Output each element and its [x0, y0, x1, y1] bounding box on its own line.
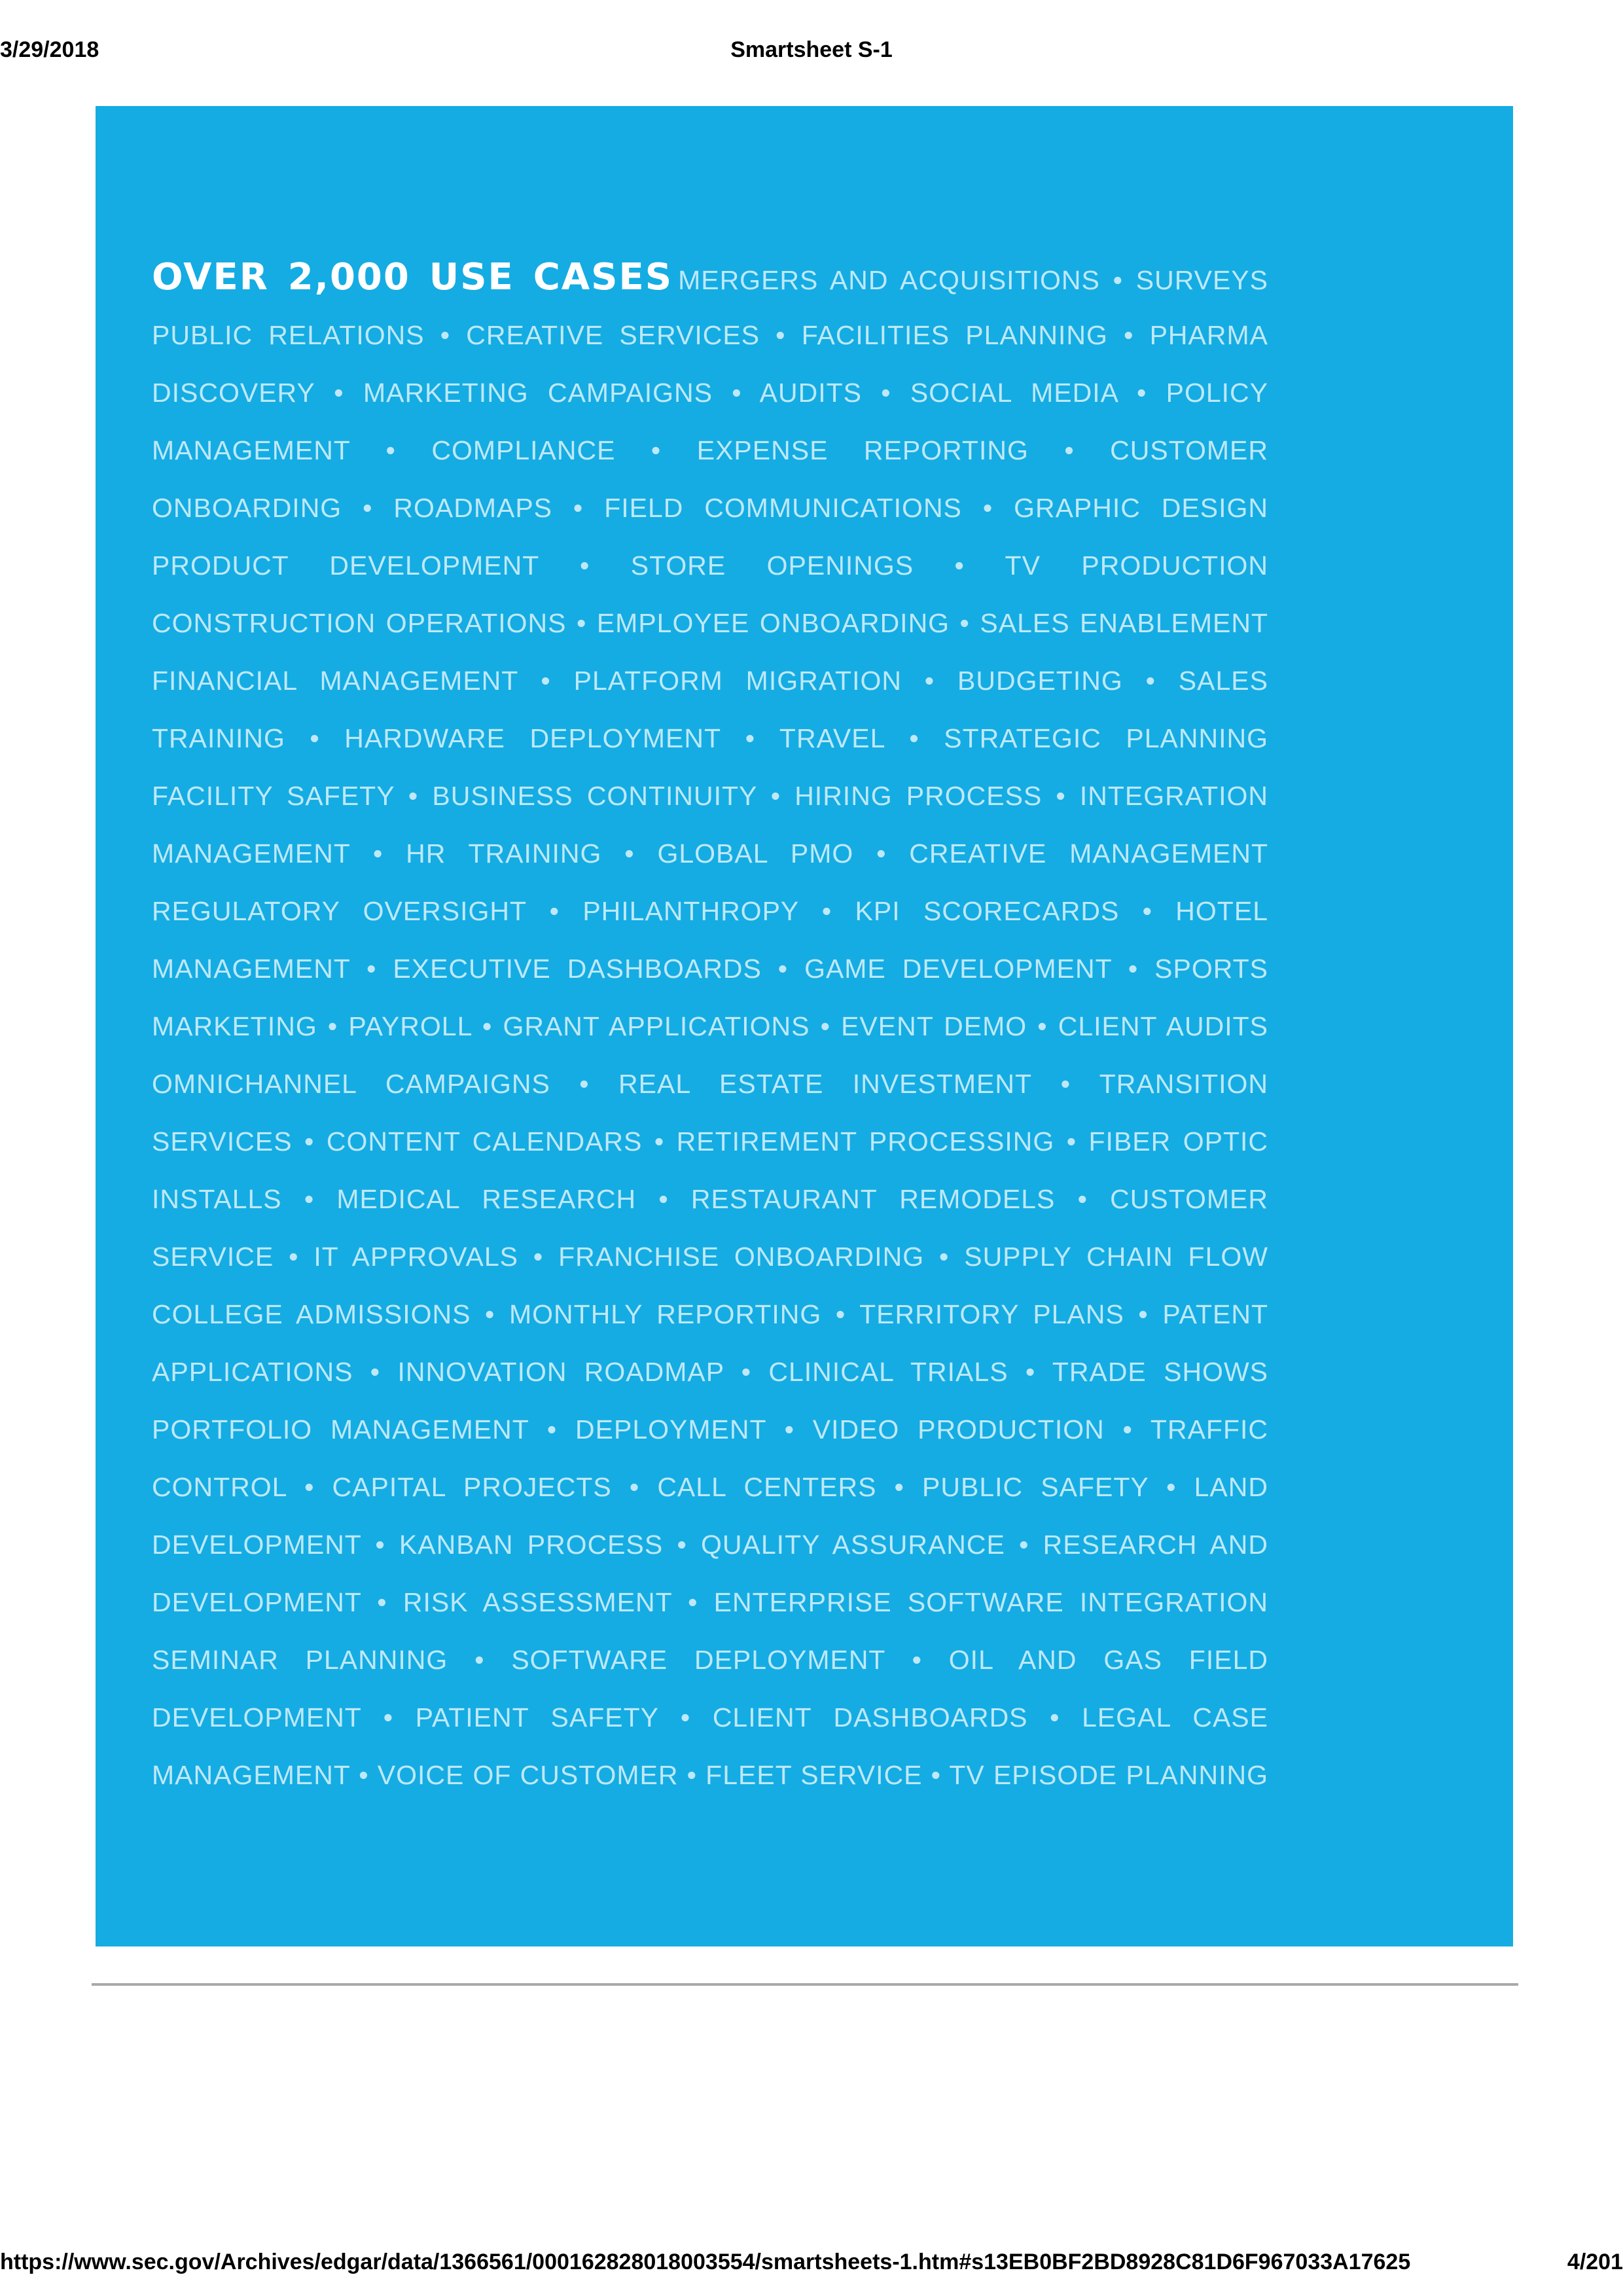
use-case-line: MANAGEMENT • COMPLIANCE • EXPENSE REPORTING • CUSTOMER — [152, 435, 1268, 465]
horizontal-divider — [92, 1983, 1518, 1986]
use-case-line: FACILITY SAFETY • BUSINESS CONTINUITY • HIRING PROCESS • INTEGRATION — [152, 781, 1268, 811]
use-case-line: ONBOARDING • ROADMAPS • FIELD COMMUNICATIONS • GRAPHIC DESIGN — [152, 493, 1268, 523]
page-number: 4/201 — [1567, 2250, 1623, 2274]
use-case-line: DEVELOPMENT • RISK ASSESSMENT • ENTERPRISE SOFTWARE INTEGRATION — [152, 1587, 1268, 1617]
footer-url-link[interactable]: https://www.sec.gov/Archives/edgar/data/1366561/000162828018003554/smartsheets-1.htm#s13EB0BF2BD8928C81D6F967033A17625 — [0, 2250, 1411, 2274]
use-case-line: TRAINING • HARDWARE DEPLOYMENT • TRAVEL • STRATEGIC PLANNING — [152, 723, 1268, 753]
use-case-line: PORTFOLIO MANAGEMENT • DEPLOYMENT • VIDEO PRODUCTION • TRAFFIC — [152, 1414, 1268, 1444]
use-case-line: INSTALLS • MEDICAL RESEARCH • RESTAURANT REMODELS • CUSTOMER — [152, 1184, 1268, 1214]
use-case-line: MARKETING • PAYROLL • GRANT APPLICATIONS • EVENT DEMO • CLIENT AUDITS — [152, 1011, 1268, 1041]
use-case-line: REGULATORY OVERSIGHT • PHILANTHROPY • KPI SCORECARDS • HOTEL — [152, 896, 1268, 926]
use-case-line: APPLICATIONS • INNOVATION ROADMAP • CLINICAL TRIALS • TRADE SHOWS — [152, 1357, 1268, 1387]
use-cases-text — [152, 249, 1268, 1804]
use-case-line: SERVICES • CONTENT CALENDARS • RETIREMENT PROCESSING • FIBER OPTIC — [152, 1126, 1268, 1157]
use-case-line: DISCOVERY • MARKETING CAMPAIGNS • AUDITS • SOCIAL MEDIA • POLICY — [152, 378, 1268, 408]
use-case-line — [152, 249, 1268, 306]
use-case-line: CONTROL • CAPITAL PROJECTS • CALL CENTERS • PUBLIC SAFETY • LAND — [152, 1472, 1268, 1502]
use-case-line-text: MERGERS AND ACQUISITIONS • SURVEYS — [678, 265, 1268, 295]
use-case-line: FINANCIAL MANAGEMENT • PLATFORM MIGRATION • BUDGETING • SALES — [152, 666, 1268, 696]
use-case-line: MANAGEMENT • HR TRAINING • GLOBAL PMO • CREATIVE MANAGEMENT — [152, 838, 1268, 869]
headline: OVER 2,000 USE CASES — [152, 256, 673, 298]
use-case-line: OMNICHANNEL CAMPAIGNS • REAL ESTATE INVESTMENT • TRANSITION — [152, 1069, 1268, 1099]
use-case-line: SERVICE • IT APPROVALS • FRANCHISE ONBOARDING • SUPPLY CHAIN FLOW — [152, 1242, 1268, 1272]
use-case-line: MANAGEMENT • EXECUTIVE DASHBOARDS • GAME DEVELOPMENT • SPORTS — [152, 954, 1268, 984]
use-case-line: DEVELOPMENT • KANBAN PROCESS • QUALITY ASSURANCE • RESEARCH AND — [152, 1530, 1268, 1560]
use-case-line: MANAGEMENT • VOICE OF CUSTOMER • FLEET SERVICE • TV EPISODE PLANNING — [152, 1760, 1268, 1790]
use-case-line: PRODUCT DEVELOPMENT • STORE OPENINGS • TV PRODUCTION — [152, 550, 1268, 581]
header-date: 3/29/2018 — [0, 37, 99, 62]
use-case-line: COLLEGE ADMISSIONS • MONTHLY REPORTING • TERRITORY PLANS • PATENT — [152, 1299, 1268, 1329]
use-case-line: DEVELOPMENT • PATIENT SAFETY • CLIENT DASHBOARDS • LEGAL CASE — [152, 1702, 1268, 1732]
header-title: Smartsheet S-1 — [730, 37, 893, 62]
use-case-line: CONSTRUCTION OPERATIONS • EMPLOYEE ONBOARDING • SALES ENABLEMENT — [152, 608, 1268, 638]
use-case-line: PUBLIC RELATIONS • CREATIVE SERVICES • FACILITIES PLANNING • PHARMA — [152, 320, 1268, 350]
use-case-line: SEMINAR PLANNING • SOFTWARE DEPLOYMENT • OIL AND GAS FIELD — [152, 1645, 1268, 1675]
